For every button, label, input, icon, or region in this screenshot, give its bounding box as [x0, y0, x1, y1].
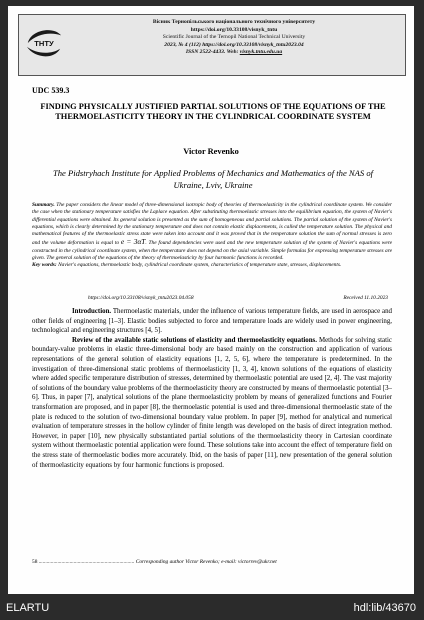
- university-logo-icon: [25, 24, 63, 62]
- handle-id[interactable]: hdl:lib/43670: [353, 602, 416, 614]
- abstract-text-2: . The found dependencies were used and the new temperature solution of the system of Navier's equations were constructed in the cylindrical coordinate system, when the temperature does not depend on the axial variable. Simple formulas for expressing temperature stresses are given. The general solution of the equations of the theory of thermoelasticity by four harmonic functions is recorded.: [32, 240, 392, 262]
- udc-code: UDC 539.3: [32, 86, 70, 95]
- article-doi[interactable]: https://doi.org/10.33108/visnyk_tntu2023.04.058: [88, 295, 194, 301]
- keywords-label: Key words:: [32, 262, 57, 269]
- abstract-label: Summary.: [32, 202, 55, 208]
- journal-web-link[interactable]: visnyk.tntu.edu.ua: [239, 49, 283, 56]
- intro-paragraph: Introduction. Thermoelastic materials, under the influence of various temperature fields, are used in aerospace and other fields of engineering [1–3]. Elastic bodies subjected to force and temperature loads are widely used in power engineering, technological and engineering structures [4, 5].: [32, 308, 392, 335]
- svg-text:ТНТУ: ТНТУ: [34, 38, 54, 48]
- article-title: FINDING PHYSICALLY JUSTIFIED PARTIAL SOLUTIONS OF THE EQUATIONS OF THE THERMOELASTICITY THEORY IN THE CYLINDRICAL COORDINATE SYSTEM: [40, 102, 386, 122]
- issue-doi[interactable]: 2023, № 4 (112) https://doi.org/10.33108/visnyk_tntu2023.04: [164, 41, 304, 48]
- review-paragraph: Review of the available static solutions of elasticity and thermoelasticity equations. Methods for solving static boundary-value problems in elastic three-dimensional body are based mainly on the construction and application of various representations of the general solution of elasticity equations [1, 2, 5, 6], where the temperature is predetermined. In the investigation of three-dimensional static problems of thermoelasticity [1, 3, 4], known solutions of the equations of elasticity where added specific temperature distribution of stresses, determined by thermoelastic potential are used [2, 4]. The vast majority of solutions of the boundary value problems of the thermoelasticity theory are constructed by means of thermoelastic potential [3–6]. Thus, in paper [7], analytical solutions of the plane thermoelasticity problem by means of generalized functions and Fourier transformation are proposed, and in paper [8], the thermoelastic potential is used and three-dimensional thermoelastic state of the plate is reduced to the solution of two-dimensional boundary value problem. In paper [9], method for analytical and numerical evaluation of temperature stresses in the hollow cylinder of finite length was developed on the basis of direct integration method. However, in paper [10], new physically substantiated partial solutions of the thermoelasticity theory in Cartesian coordinate system without thermoelastic potential application were found. These solutions take into account the effect of temperature field on the stress state of thermoelastic bodies more accurately. Ibid, on the basis of paper [11], new presentation of the general solution of thermoelasticity equations by four harmonic functions is proposed.: [32, 336, 392, 469]
- page-footer: 58 ....................................................................... Corresponding author Victor Revenko; e-mail: victorrev@ukr.net: [32, 559, 277, 565]
- journal-header: [18, 14, 406, 76]
- journal-title-ua: Вісник Тернопільського національного технічного університету: [152, 19, 316, 25]
- repository-name: ELARTU: [6, 602, 50, 614]
- keywords-text: Navier's equations, thermoelastic body, cylindrical coordinate system, characteristics of temperature state, stresses, displacements.: [58, 262, 342, 269]
- abstract-text: The paper considers the linear model of three-dimensional isotropic body of theories of thermoelasticity in the cylindrical coordinate system. We consider the case when the stationary temperature satisfies the Laplace equation. After substituting thermoelastic stresses into the equilibrium equation, the system of Navier's differential equations were obtained. Its general solution is presented as the sum of homogeneous and partial solutions. The partial solution of the system of Navier's equations, which is clearly determined by the stationary temperature and does not contain elastic displacements, is called the temperature solution. The physical and mathematical features of the thermoelastic stress state were taken into account and it was proved that in the temperature solution the sum of normal stresses is zero and the volume deformation is equal to: [32, 202, 392, 247]
- corresponding-author: Corresponding author Victor Revenko; e-mail: victorrev@ukr.net: [134, 559, 277, 565]
- journal-title-en: Scientific Journal of the Ternopil National Technical University: [162, 34, 306, 41]
- author-name: Victor Revenko: [183, 147, 239, 156]
- received-date: Received 11.10.2023: [343, 295, 388, 301]
- intro-heading: Introduction.: [72, 308, 112, 315]
- abstract: [32, 202, 392, 270]
- page-number: 58: [32, 559, 38, 565]
- viewer-status-bar: [0, 598, 424, 620]
- document-page: [8, 6, 414, 594]
- author-affiliation: The Pidstryhach Institute for Applied Problems of Mechanics and Mathematics of the NAS of Ukraine, Lviv, Ukraine: [52, 168, 374, 190]
- review-heading: Review of the available static solutions of elasticity and thermoelasticity equations.: [72, 336, 317, 344]
- journal-doi-link[interactable]: https://doi.org/10.33108/visnyk_tntu: [190, 26, 278, 33]
- article-body: [32, 307, 392, 470]
- abstract-formula: e = 3αT: [120, 237, 146, 247]
- issn-line: ISSN 2522-4433. Web: visnyk.tntu.edu.ua: [185, 49, 283, 56]
